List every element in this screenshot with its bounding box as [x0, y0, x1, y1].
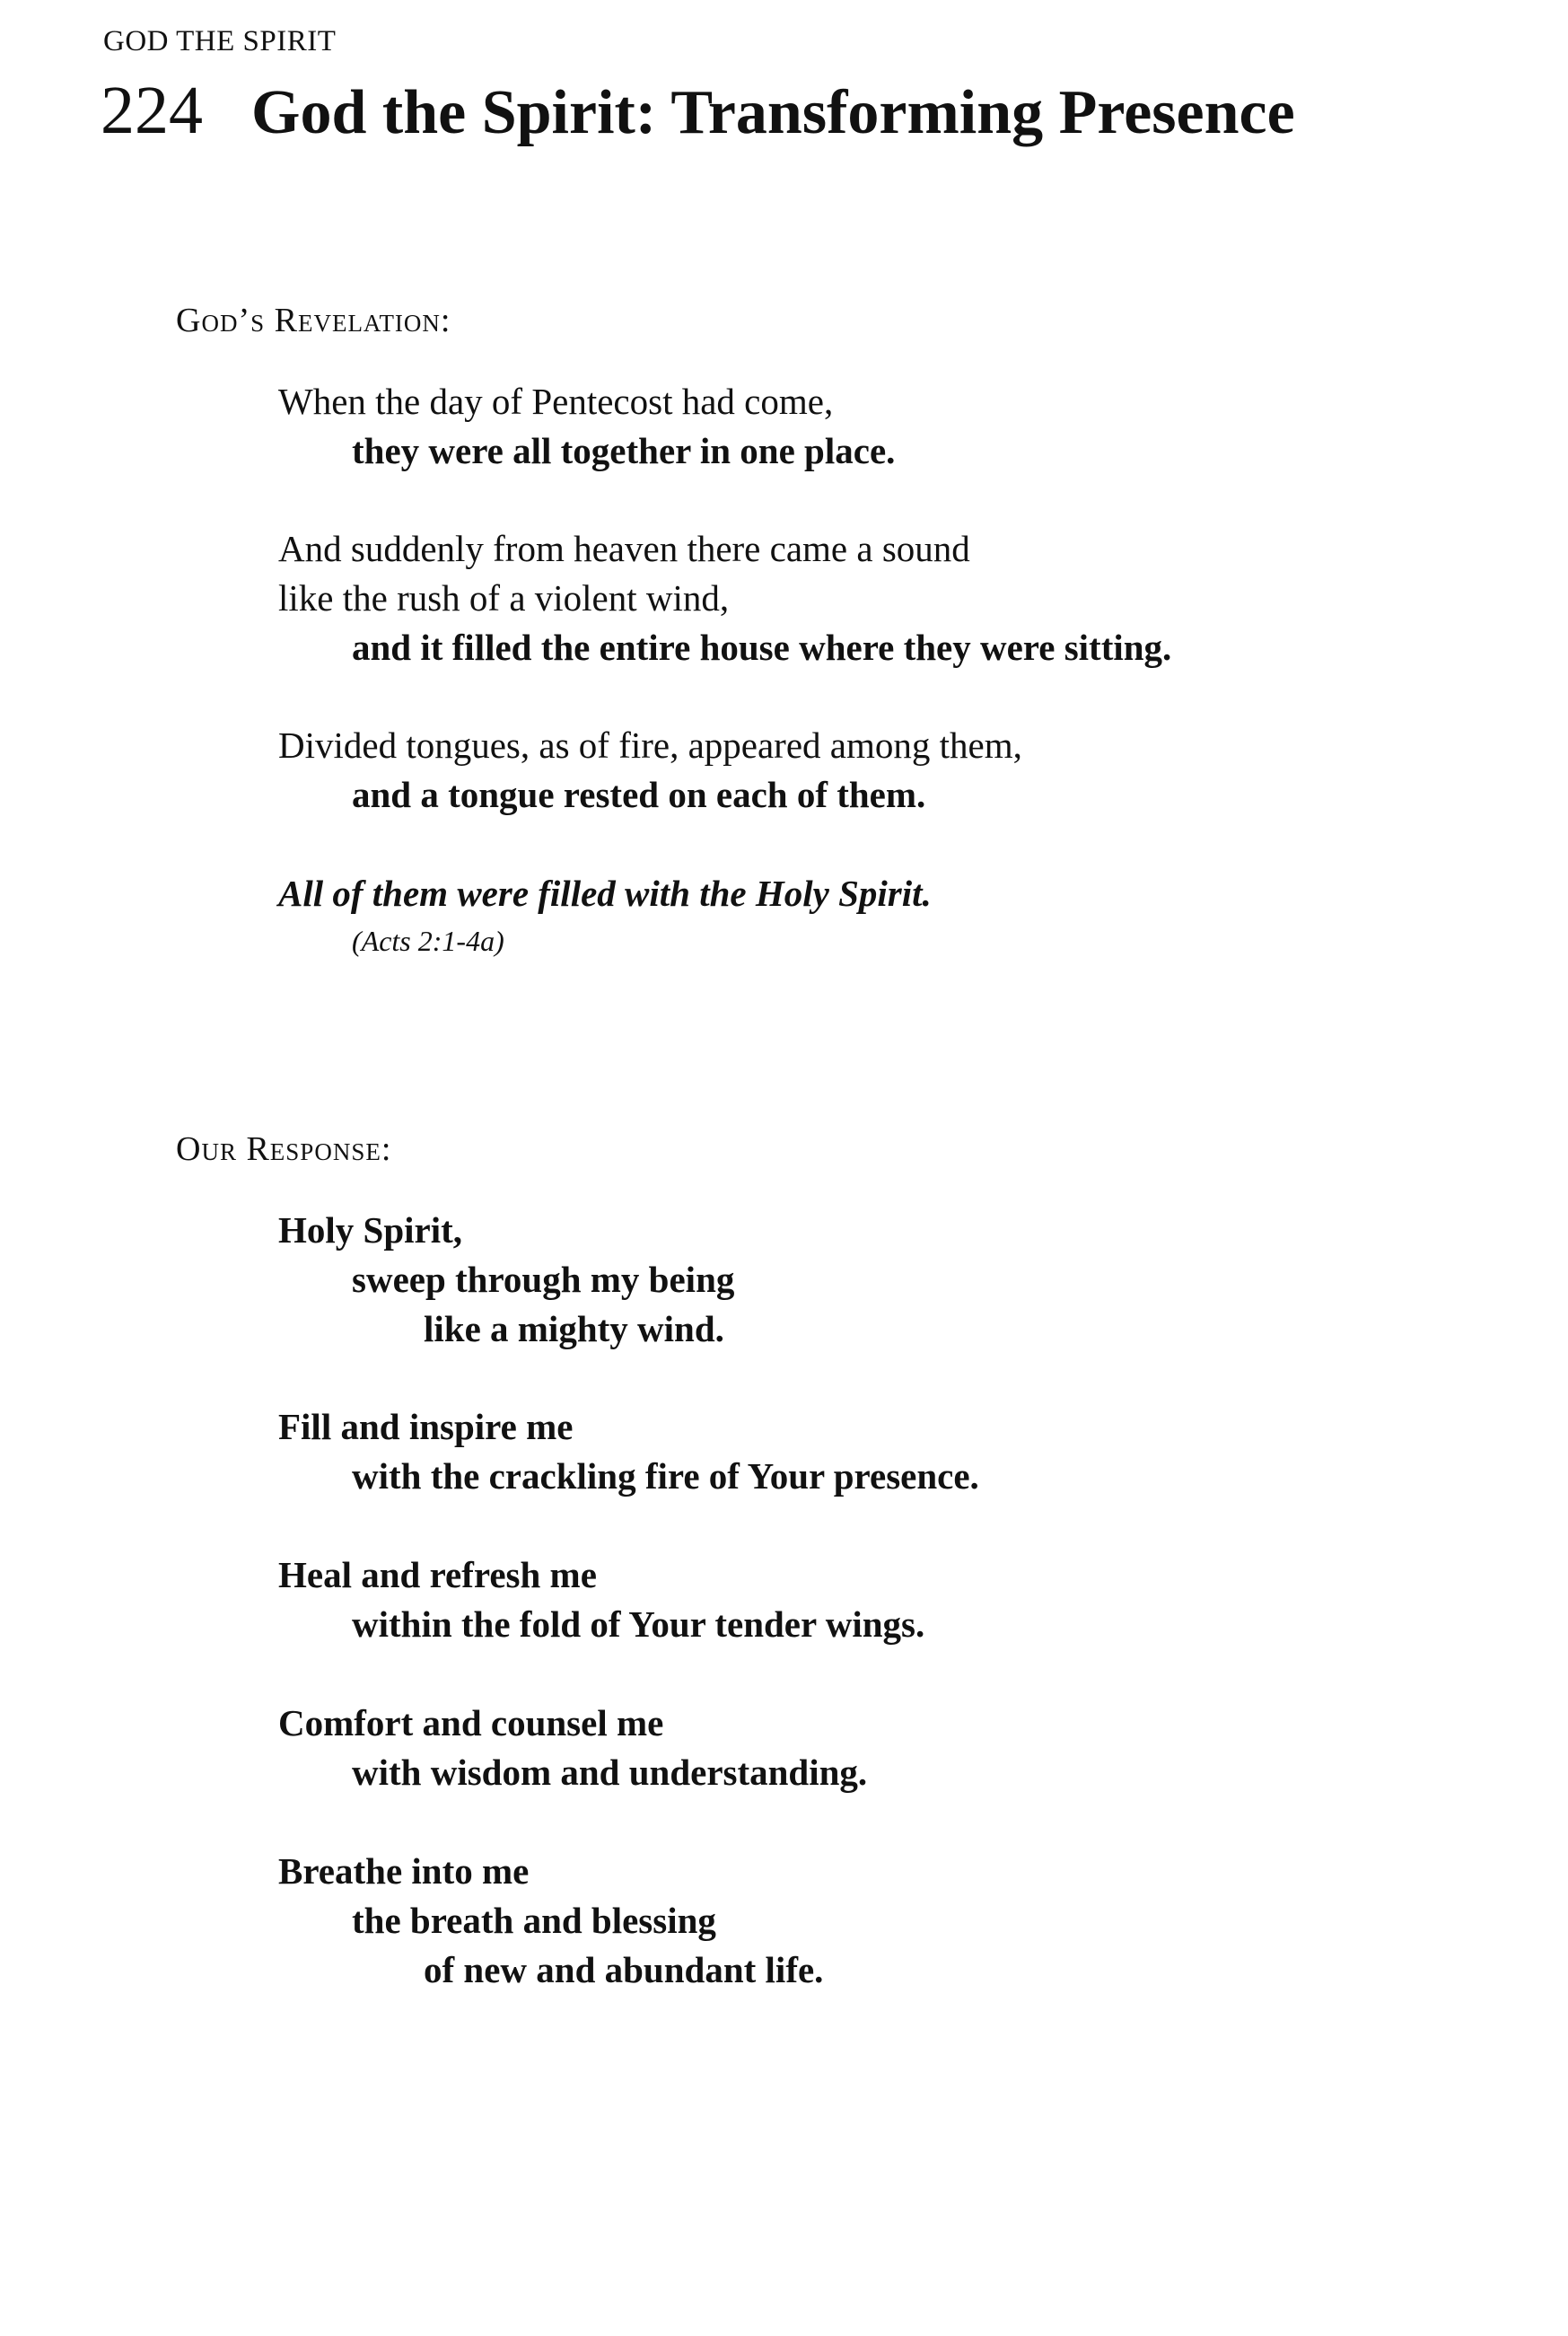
title-row — [101, 72, 1295, 150]
scripture-citation: (Acts 2:1-4a) — [352, 925, 504, 957]
verse-line: When the day of Pentecost had come, — [278, 381, 834, 422]
running-head: GOD THE SPIRIT — [103, 25, 337, 57]
response-stanza-4 — [278, 1699, 867, 1797]
unison-line: All of them were filled with the Holy Spirit. — [278, 873, 932, 914]
response-stanza-3 — [278, 1550, 924, 1649]
response-line: sweep through my being — [352, 1259, 735, 1300]
response-line: with wisdom and understanding. — [352, 1752, 868, 1793]
revelation-stanza-3 — [278, 721, 1022, 820]
revelation-stanza-4 — [278, 869, 932, 963]
response-line: like a mighty wind. — [424, 1308, 724, 1349]
revelation-stanza-1 — [278, 377, 895, 476]
response-line: Fill and inspire me — [278, 1406, 574, 1447]
response-line: Heal and refresh me — [278, 1554, 597, 1595]
response-line: and a tongue rested on each of them. — [352, 774, 926, 815]
response-line: they were all together in one place. — [352, 430, 896, 471]
response-stanza-2 — [278, 1402, 979, 1501]
response-stanza-1 — [278, 1206, 734, 1354]
response-line: with the crackling fire of Your presence. — [352, 1455, 979, 1497]
response-line: Breathe into me — [278, 1850, 530, 1892]
page-title: God the Spirit: Transforming Presence — [251, 78, 1295, 147]
verse-line: like the rush of a violent wind, — [278, 577, 730, 619]
response-line: of new and abundant life. — [424, 1949, 824, 1990]
response-line: Comfort and counsel me — [278, 1702, 664, 1743]
response-line: Holy Spirit, — [278, 1209, 463, 1251]
verse-line: Divided tongues, as of fire, appeared among them, — [278, 725, 1022, 766]
verse-line: And suddenly from heaven there came a sound — [278, 528, 970, 569]
response-line: and it filled the entire house where they were sitting. — [352, 627, 1172, 668]
response-line: within the fold of Your tender wings. — [352, 1603, 925, 1645]
revelation-stanza-2 — [278, 524, 1171, 672]
revelation-label: God’s Revelation: — [176, 302, 451, 339]
reading-number: 224 — [101, 73, 203, 148]
response-label: Our Response: — [176, 1130, 392, 1168]
response-line: the breath and blessing — [352, 1900, 716, 1941]
response-stanza-5 — [278, 1847, 823, 1995]
